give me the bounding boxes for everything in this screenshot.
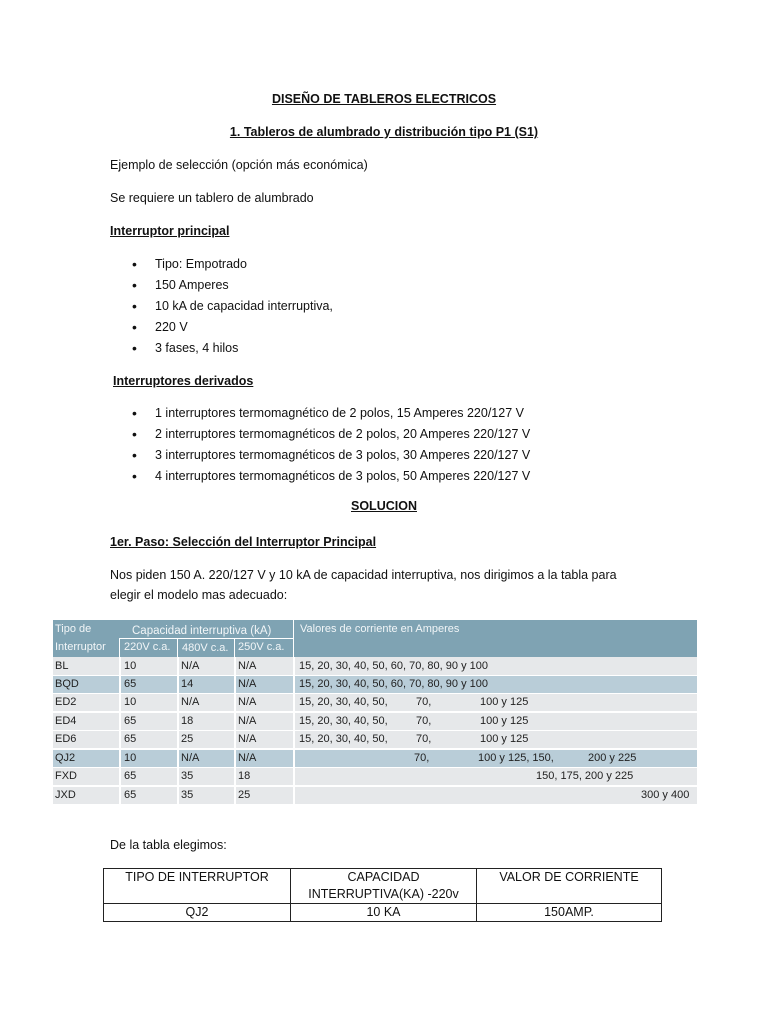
cell-250v: N/A	[238, 715, 257, 727]
cell-480v: N/A	[181, 660, 200, 672]
header-capacidad: Capacidad interruptiva (kA)	[132, 625, 272, 637]
cell-250v: N/A	[238, 696, 257, 708]
cell-480v: 35	[181, 789, 194, 801]
cell-480v: N/A	[181, 752, 200, 764]
cell-valores-100: 100 y 125	[480, 733, 529, 745]
list-item: • 220 V	[110, 317, 333, 338]
column-divider	[234, 657, 236, 804]
cell-valores: 15, 20, 30, 40, 50, 60, 70, 80, 90 y 100	[299, 660, 488, 672]
catalog-header	[53, 620, 697, 657]
cell-tipo: QJ2	[55, 752, 76, 764]
cell-tipo: FXD	[55, 770, 77, 782]
cell-tipo: ED4	[55, 715, 77, 727]
row-divider	[53, 786, 697, 787]
table-row	[53, 786, 697, 804]
section-heading: 1. Tableros de alumbrado y distribución tipo P1 (S1)	[229, 125, 539, 139]
cell-250v: N/A	[238, 660, 257, 672]
cell-valores-200: 200 y 225	[588, 752, 637, 764]
table-row	[53, 767, 697, 785]
table-row	[53, 657, 697, 675]
cell-valores-100: 100 y 125, 150,	[478, 752, 554, 764]
list-item: • 150 Amperes	[110, 275, 333, 296]
column-divider	[177, 657, 179, 804]
cell-valores: 15, 20, 30, 40, 50,	[299, 715, 388, 727]
cell-tipo: BL	[55, 660, 69, 672]
cell-capacidad: 10 KA	[291, 904, 477, 922]
cell-220v: 65	[124, 770, 137, 782]
cell-valores-70: 70,	[414, 752, 430, 764]
header-divider	[119, 638, 293, 639]
breaker-catalog-table	[53, 620, 697, 804]
cell-valores-70: 70,	[416, 696, 432, 708]
header-divider	[293, 620, 294, 657]
header-divider	[119, 638, 120, 657]
table-row	[53, 749, 697, 767]
table-row	[53, 693, 697, 711]
cell-220v: 65	[124, 678, 137, 690]
cell-tipo: ED2	[55, 696, 77, 708]
header-divider	[234, 638, 235, 657]
header-250v: 250V c.a.	[238, 641, 285, 653]
header-capacidad-line1: CAPACIDAD	[347, 870, 420, 884]
cell-250v: 18	[238, 770, 251, 782]
example-paragraph: Ejemplo de selección (opción más económica)	[110, 158, 368, 172]
cell-valores-70: 70,	[416, 733, 432, 745]
derived-breakers-list	[110, 403, 530, 487]
document-title: DISEÑO DE TABLEROS ELECTRICOS	[271, 92, 497, 106]
table-row	[104, 904, 662, 922]
row-divider	[53, 712, 697, 713]
cell-480v: 14	[181, 678, 194, 690]
list-item: • Tipo: Empotrado	[110, 254, 333, 275]
cell-tipo: BQD	[55, 678, 79, 690]
derived-breakers-heading: Interruptores derivados	[113, 374, 254, 388]
cell-480v: 18	[181, 715, 194, 727]
cell-480v: N/A	[181, 696, 200, 708]
cell-tipo: QJ2	[104, 904, 291, 922]
list-item: • 4 interruptores termomagnéticos de 3 polos, 50 Amperes 220/127 V	[110, 466, 530, 487]
list-item: • 1 interruptores termomagnético de 2 polos, 15 Amperes 220/127 V	[110, 403, 530, 424]
cell-220v: 10	[124, 660, 137, 672]
cell-valores: 15, 20, 30, 40, 50, 60, 70, 80, 90 y 100	[299, 678, 488, 690]
cell-valores-100: 100 y 125	[480, 715, 529, 727]
header-capacidad-line2: INTERRUPTIVA(KA) -220v	[308, 887, 459, 901]
header-480v: 480V c.a.	[182, 642, 229, 654]
list-item: • 3 fases, 4 hilos	[110, 338, 333, 359]
column-divider	[293, 657, 295, 804]
header-tipo-line1: Tipo de	[55, 623, 92, 635]
cell-220v: 10	[124, 696, 137, 708]
header-tipo-line2: Interruptor	[55, 641, 106, 653]
list-item: • 3 interruptores termomagnéticos de 3 polos, 30 Amperes 220/127 V	[110, 445, 530, 466]
column-divider	[119, 657, 121, 804]
cell-250v: N/A	[238, 752, 257, 764]
cell-220v: 65	[124, 715, 137, 727]
cell-valor: 150AMP.	[477, 904, 662, 922]
list-item: • 10 kA de capacidad interruptiva,	[110, 296, 333, 317]
solution-heading: SOLUCION	[351, 499, 417, 513]
row-divider	[53, 675, 697, 676]
header-valor: VALOR DE CORRIENTE	[477, 869, 662, 904]
step1-text-line1: Nos piden 150 A. 220/127 V y 10 kA de capacidad interruptiva, nos dirigimos a la tabla para	[110, 568, 617, 582]
cell-250v: N/A	[238, 733, 257, 745]
table-row	[53, 730, 697, 748]
step1-text-line2: elegir el modelo mas adecuado:	[110, 588, 288, 602]
cell-220v: 10	[124, 752, 137, 764]
table-row	[53, 675, 697, 693]
choose-text: De la tabla elegimos:	[110, 838, 227, 852]
row-divider	[53, 749, 697, 750]
table-row	[104, 869, 662, 904]
row-divider	[53, 767, 697, 768]
cell-220v: 65	[124, 733, 137, 745]
main-breaker-list	[110, 254, 333, 359]
step1-heading: 1er. Paso: Selección del Interruptor Principal	[110, 535, 377, 549]
table-row	[53, 712, 697, 730]
cell-250v: 25	[238, 789, 251, 801]
main-breaker-heading: Interruptor principal	[110, 224, 230, 238]
row-divider	[53, 730, 697, 731]
requirement-paragraph: Se requiere un tablero de alumbrado	[110, 191, 314, 205]
header-220v: 220V c.a.	[124, 641, 171, 653]
cell-valores: 15, 20, 30, 40, 50,	[299, 733, 388, 745]
cell-valores: 15, 20, 30, 40, 50,	[299, 696, 388, 708]
cell-220v: 65	[124, 789, 137, 801]
selection-table	[103, 868, 662, 922]
cell-valores-150: 150, 175, 200 y 225	[536, 770, 634, 782]
cell-tipo: JXD	[55, 789, 76, 801]
header-tipo: TIPO DE INTERRUPTOR	[104, 869, 291, 904]
header-divider	[177, 638, 178, 657]
header-capacidad	[291, 869, 477, 904]
cell-250v: N/A	[238, 678, 257, 690]
cell-valores-100: 100 y 125	[480, 696, 529, 708]
row-divider	[53, 693, 697, 694]
list-item: • 2 interruptores termomagnéticos de 2 polos, 20 Amperes 220/127 V	[110, 424, 530, 445]
cell-480v: 25	[181, 733, 194, 745]
cell-valores-70: 70,	[416, 715, 432, 727]
cell-480v: 35	[181, 770, 194, 782]
header-valores: Valores de corriente en Amperes	[300, 623, 460, 635]
cell-valores-300: 300 y 400	[641, 789, 690, 801]
cell-tipo: ED6	[55, 733, 77, 745]
